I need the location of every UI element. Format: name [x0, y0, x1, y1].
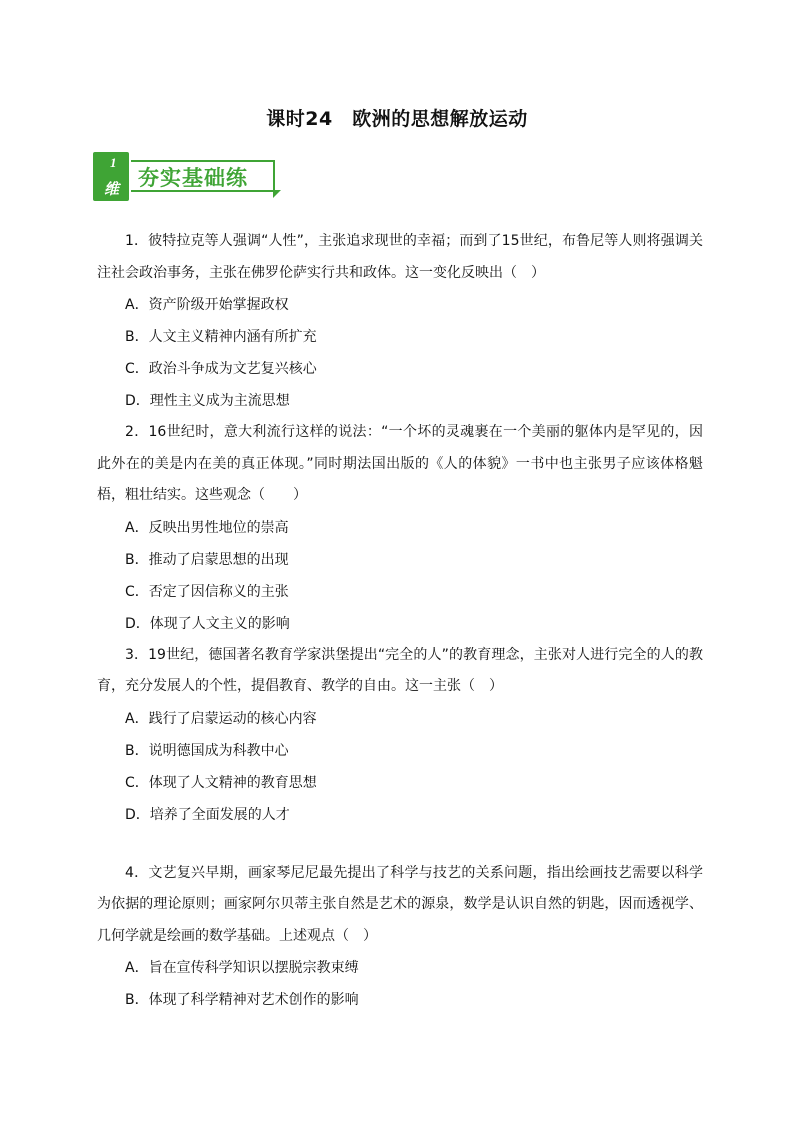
option-b: B．推动了启蒙思想的出现: [125, 551, 289, 568]
page-title: 课时24 欧洲的思想解放运动: [266, 108, 528, 130]
question-3: [97, 640, 703, 831]
banner-label: 夯实基础练: [138, 166, 248, 190]
question-1: [97, 226, 703, 417]
question-list: [97, 226, 703, 1016]
option-d: D．理性主义成为主流思想: [125, 393, 290, 409]
banner-corner-icon: [273, 190, 281, 198]
banner-dimension: 维: [104, 180, 120, 198]
option-a: A．践行了启蒙运动的核心内容: [125, 710, 317, 727]
option-c: C．否定了因信称义的主张: [125, 583, 289, 600]
banner-badge: [93, 152, 129, 201]
option-b: B．体现了科学精神对艺术创作的影响: [125, 992, 359, 1008]
question-stem: 3．19世纪，德国著名教育学家洪堡提出“完全的人”的教育理念，主张对人进行完全的人的教育，充分发展人的个性，提倡教育、教学的自由。这一主张（ ）: [97, 646, 703, 694]
option-d: D．培养了全面发展的人才: [125, 806, 290, 823]
question-4: [97, 858, 703, 1017]
option-c: C．体现了人文精神的教育思想: [125, 774, 317, 791]
option-c: C．政治斗争成为文艺复兴核心: [125, 361, 317, 377]
question-stem: 2．16世纪时，意大利流行这样的说法：“一个坏的灵魂裹在一个美丽的躯体内是罕见的，因此外在的美是内在美的真正体现。”同时期法国出版的《人的体貌》一书中也主张男子应该体格魁梧，粗壮结实。这些观念（ ）: [97, 424, 703, 503]
section-banner: [93, 152, 283, 202]
option-d: D．体现了人文主义的影响: [125, 615, 290, 632]
question-stem: 4．文艺复兴早期，画家琴尼尼最先提出了科学与技艺的关系问题，指出绘画技艺需要以科学为依据的理论原则；画家阿尔贝蒂主张自然是艺术的源泉，数学是认识自然的钥匙，因而透视学、几何学就是绘画的数学基础。上述观点（ ）: [97, 864, 703, 944]
option-a: A．资产阶级开始掌握政权: [125, 297, 289, 313]
option-a: A．反映出男性地位的崇高: [125, 519, 289, 536]
banner-number: 1: [110, 155, 117, 170]
option-a: A．旨在宣传科学知识以摆脱宗教束缚: [125, 960, 359, 976]
option-b: B．人文主义精神内涵有所扩充: [125, 329, 317, 345]
option-b: B．说明德国成为科教中心: [125, 742, 289, 759]
spacer: [97, 831, 703, 858]
question-stem: 1．彼特拉克等人强调“人性”，主张追求现世的幸福；而到了15世纪，布鲁尼等人则将强调关注社会政治事务，主张在佛罗伦萨实行共和政体。这一变化反映出（ ）: [97, 233, 703, 281]
question-2: [97, 417, 703, 640]
banner-label-box: [131, 160, 275, 192]
